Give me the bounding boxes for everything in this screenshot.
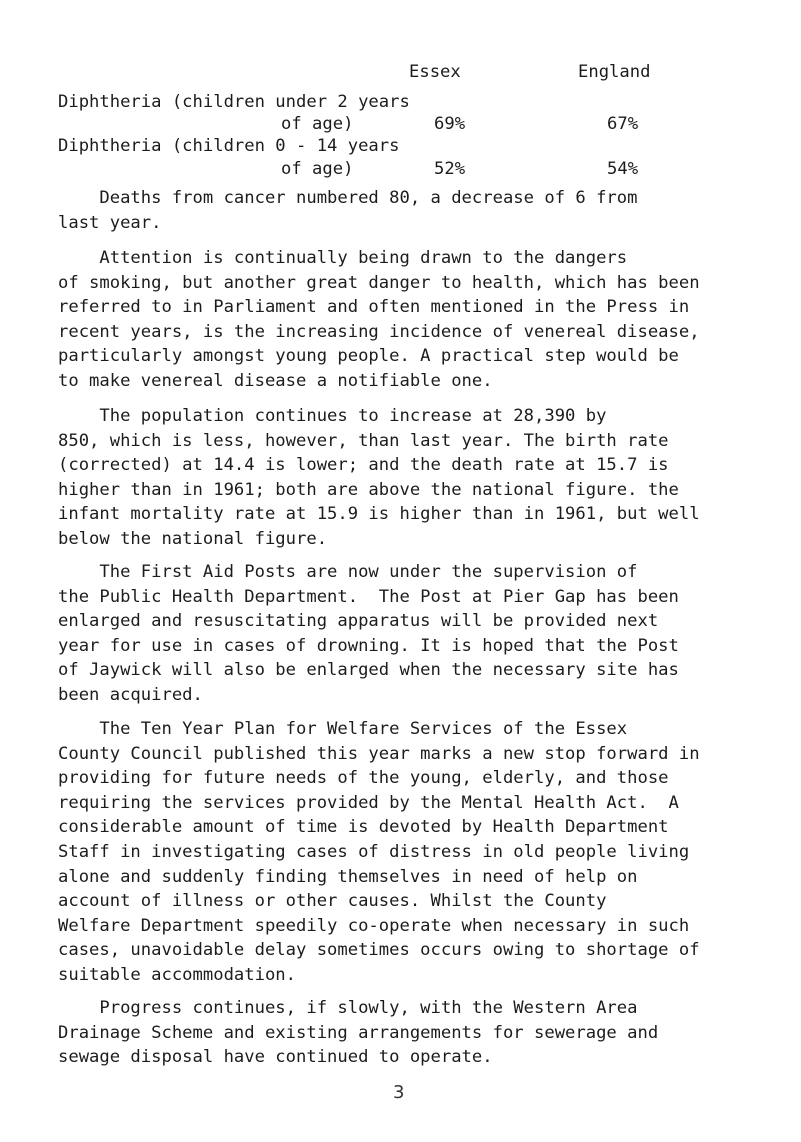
column-header-essex: Essex	[409, 62, 461, 82]
text-line: recent years, is the increasing incidence of venereal disease,	[58, 321, 700, 342]
row1-essex-value: 69%	[434, 114, 466, 134]
text-line: (corrected) at 14.4 is lower; and the death rate at 15.7 is	[58, 455, 669, 476]
text-line: The Ten Year Plan for Welfare Services of the Essex	[58, 719, 628, 739]
text-line: The First Aid Posts are now under the supervision of	[58, 562, 638, 582]
text-line: last year.	[58, 212, 162, 233]
text-line: considerable amount of time is devoted by Health Department	[58, 817, 669, 838]
text-line: providing for future needs of the young, elderly, and those	[58, 768, 669, 789]
text-line: particularly amongst young people. A practical step would be	[58, 346, 679, 367]
text-line: to make venereal disease a notifiable one.	[58, 370, 493, 391]
text-line: of smoking, but another great danger to health, which has been	[58, 272, 700, 293]
text-line: enlarged and resuscitating apparatus will be provided next	[58, 611, 659, 632]
text-line: alone and suddenly finding themselves in need of help on	[58, 866, 638, 887]
text-line: Drainage Scheme and existing arrangements for sewerage and	[58, 1022, 659, 1043]
page-number: 3	[393, 1082, 405, 1103]
paragraph-venereal-disease	[58, 246, 698, 394]
column-header-england: England	[578, 62, 651, 82]
row1-label-line1: Diphtheria (children under 2 years	[58, 92, 410, 112]
paragraph-drainage	[58, 996, 698, 1070]
text-line: cases, unavoidable delay sometimes occurs owing to shortage of	[58, 940, 700, 961]
paragraph-welfare-services	[58, 717, 698, 988]
text-line: infant mortality rate at 15.9 is higher than in 1961, but well	[58, 504, 700, 525]
text-line: below the national figure.	[58, 528, 328, 549]
row2-label-line1: Diphtheria (children 0 - 14 years	[58, 136, 400, 156]
text-line: requiring the services provided by the Mental Health Act. A	[58, 792, 679, 813]
paragraph-cancer-deaths	[58, 186, 698, 235]
text-line: been acquired.	[58, 684, 203, 705]
text-line: County Council published this year marks a new stop forward in	[58, 743, 700, 764]
text-line: referred to in Parliament and often mentioned in the Press in	[58, 297, 690, 318]
paragraph-first-aid-posts	[58, 560, 698, 708]
text-line: account of illness or other causes. Whilst the County	[58, 891, 607, 912]
text-line: The population continues to increase at 28,390 by	[58, 406, 607, 426]
text-line: suitable accommodation.	[58, 964, 296, 985]
text-line: sewage disposal have continued to operate.	[58, 1047, 493, 1068]
text-line: Deaths from cancer numbered 80, a decrease of 6 from	[58, 188, 638, 208]
row1-england-value: 67%	[607, 114, 639, 134]
text-line: Progress continues, if slowly, with the Western Area	[58, 998, 638, 1018]
text-line: year for use in cases of drowning. It is hoped that the Post	[58, 635, 679, 656]
row2-england-value: 54%	[607, 159, 639, 179]
paragraph-population	[58, 404, 698, 552]
text-line: 850, which is less, however, than last year. The birth rate	[58, 430, 669, 451]
text-line: of Jaywick will also be enlarged when the necessary site has	[58, 660, 679, 681]
row2-label-line2: of age)	[281, 159, 354, 179]
text-line: Attention is continually being drawn to the dangers	[58, 248, 628, 268]
row2-essex-value: 52%	[434, 159, 466, 179]
text-line: Welfare Department speedily co-operate when necessary in such	[58, 915, 690, 936]
text-line: the Public Health Department. The Post at Pier Gap has been	[58, 586, 679, 607]
row1-label-line2: of age)	[281, 114, 354, 134]
text-line: Staff in investigating cases of distress in old people living	[58, 841, 690, 862]
text-line: higher than in 1961; both are above the national figure. the	[58, 479, 679, 500]
